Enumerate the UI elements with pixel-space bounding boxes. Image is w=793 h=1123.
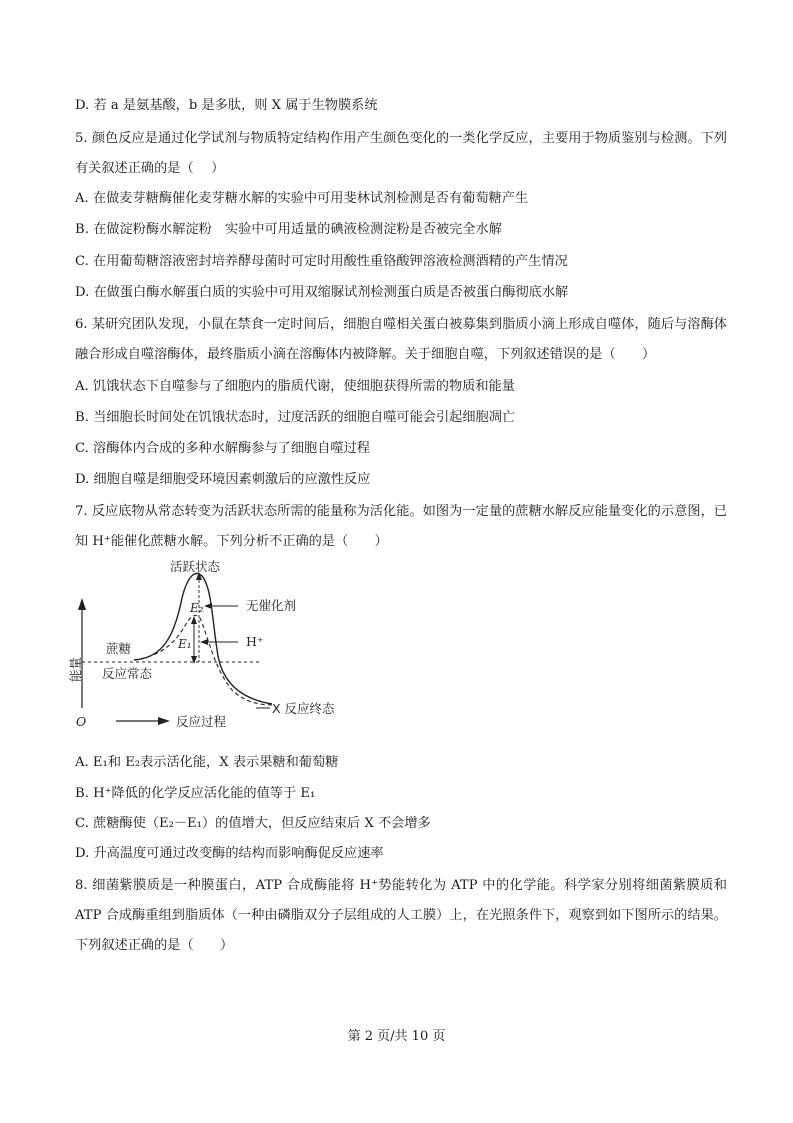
question-6-option-a: A. 饥饿状态下自噬参与了细胞内的脂质代谢，使细胞获得所需的物质和能量	[75, 379, 515, 394]
question-5-stem: 5. 颜色反应是通过化学试剂与物质特定结构作用产生颜色变化的一类化学反应，主要用于物质鉴别与检测。下列有关叙述正确的是（ ）	[75, 131, 727, 176]
question-5-option-b: B. 在做淀粉酶水解淀粉 实验中可用适量的碘液检测淀粉是否被完全水解	[75, 222, 502, 237]
h-plus-curve	[134, 616, 272, 705]
question-7-option-c: C. 蔗糖酶使（E₂－E₁）的值增大，但反应结束后 X 不会增多	[75, 816, 431, 831]
e2-label: E₂	[190, 601, 204, 615]
question-6-option-d: D. 细胞自噬是细胞受环境因素刺激后的应激性反应	[75, 472, 371, 487]
question-7-option-d: D. 升高温度可通过改变酶的结构而影响酶促反应速率	[75, 846, 384, 861]
final-state-label: X 反应终态	[272, 701, 335, 716]
page-footer: 第 2 页/共 10 页	[347, 1029, 446, 1044]
question-5-option-d: D. 在做蛋白酶水解蛋白质的实验中可用双缩脲试剂检测蛋白质是否被蛋白酶彻底水解	[75, 285, 569, 300]
question-7-stem: 7. 反应底物从常态转变为活跃状态所需的能量称为活化能。如图为一定量的蔗糖水解反应能量变化的示意图，已知 H⁺能催化蔗糖水解。下列分析不正确的是（ ）	[75, 504, 727, 549]
e1-arrow-head-bottom	[191, 656, 197, 664]
question-4-option-d: D. 若 a 是氨基酸，b 是多肽，则 X 属于生物膜系统	[75, 98, 378, 113]
question-7-option-b: B. H⁺降低的化学反应活化能的值等于 E₁	[75, 786, 316, 801]
question-7-option-a: A. E₁和 E₂表示活化能，X 表示果糖和葡萄糖	[75, 755, 339, 770]
y-axis-label: 能量	[68, 656, 83, 682]
question-5-option-a: A. 在做麦芽糖酶催化麦芽糖水解的实验中可用斐林试剂检测是否有葡萄糖产生	[75, 191, 529, 206]
h-plus-leader-head	[200, 639, 208, 645]
question-6-option-c: C. 溶酶体内合成的多种水解酶参与了细胞自噬过程	[75, 441, 370, 456]
x-axis-label: 反应过程	[176, 714, 227, 729]
question-5-option-c: C. 在用葡萄糖溶液密封培养酵母菌时可定时用酸性重铬酸钾溶液检测酒精的产生情况	[75, 254, 568, 269]
question-8-stem: 8. 细菌紫膜质是一种膜蛋白，ATP 合成酶能将 H⁺势能转化为 ATP 中的化学能。科学家分别将细菌紫膜质和 ATP 合成酶重组到脂质体（一种由磷脂双分子层组成的人工膜）上，在光照条件下，观察到如下图所示的结果。下列叙述正确的是（ ）	[75, 878, 727, 953]
h-plus-label: H⁺	[246, 634, 264, 649]
y-axis-arrow	[78, 598, 86, 610]
e1-arrow-head-top	[191, 616, 197, 624]
question-6-stem: 6. 某研究团队发现，小鼠在禁食一定时间后，细胞自噬相关蛋白被募集到脂质小滴上形成自噬体，随后与溶酶体融合形成自噬溶酶体，最终脂质小滴在溶酶体内被降解。关于细胞自噬，下列叙述错误的是（ ）	[75, 317, 727, 362]
no-catalyst-leader-head	[204, 603, 212, 609]
no-catalyst-label: 无催化剂	[246, 598, 297, 613]
x-axis-arrow-head	[158, 717, 170, 725]
question-6-option-b: B. 当细胞长时间处在饥饿状态时，过度活跃的细胞自噬可能会引起细胞凋亡	[75, 410, 516, 425]
active-state-label: 活跃状态	[170, 559, 221, 574]
e1-label: E₁	[178, 637, 192, 651]
sucrose-label: 蔗糖	[106, 641, 132, 656]
energy-diagram	[68, 558, 372, 738]
normal-state-label: 反应常态	[102, 666, 153, 681]
origin-label: O	[76, 714, 87, 729]
